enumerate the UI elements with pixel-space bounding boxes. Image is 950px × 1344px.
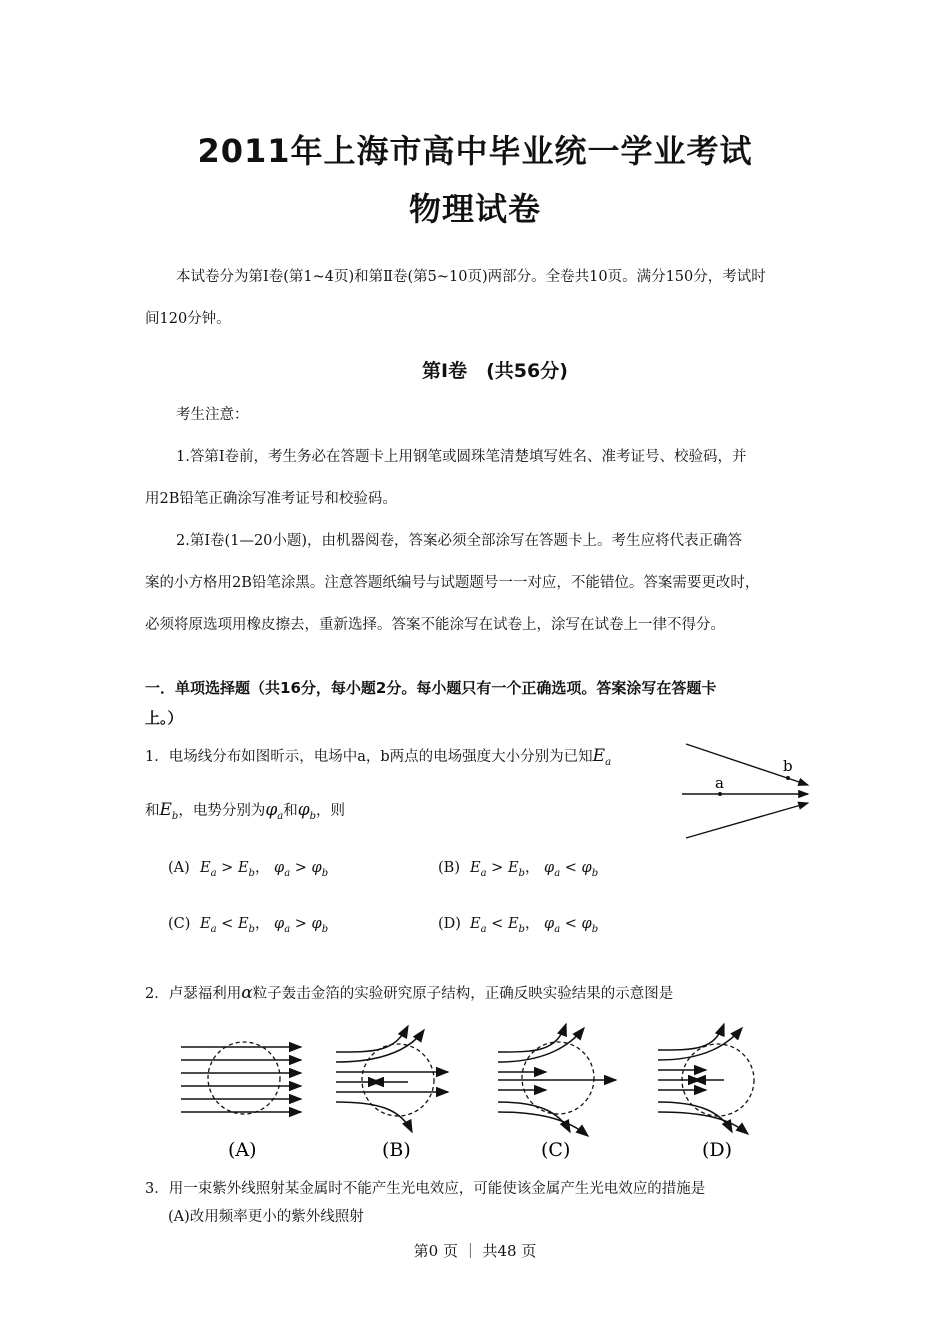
point-b-dot	[786, 776, 790, 780]
section-title: 第Ⅰ卷 (共56分)	[422, 360, 568, 382]
intro-line-2: 间120分钟。	[145, 311, 231, 327]
q1-option-a: (A) $E_a > E_b$， $\varphi_a > \varphi_b$	[168, 860, 329, 879]
scattering-figures	[176, 1018, 776, 1162]
scattering-figure-a	[181, 1042, 301, 1161]
point-a-label: a	[715, 774, 724, 792]
scattering-label-d: (D)	[702, 1139, 733, 1161]
part1-heading-line1: 一．单项选择题（共16分，每小题2分。每小题只有一个正确选项。答案涂写在答题卡	[145, 679, 717, 697]
q3-option-a: (A)改用频率更小的紫外线照射	[168, 1209, 364, 1225]
exam-subtitle: 物理试卷	[408, 190, 541, 228]
notice-item2-line2: 案的小方格用2B铅笔涂黑。注意答题纸编号与试题题号一一对应，不能错位。答案需要更改时，	[145, 575, 760, 591]
notice-item2-line3: 必须将原选项用橡皮擦去，重新选择。答案不能涂写在试卷上，涂写在试卷上一律不得分。	[145, 617, 725, 633]
q1-option-d: (D) $E_a < E_b$， $\varphi_a < \varphi_b$	[438, 916, 599, 935]
scattering-figure-c	[498, 1024, 616, 1161]
q1-stem-line2: 和$E_b$，电势分别为$\varphi_a$和$\varphi_b$，则	[145, 800, 346, 822]
scattering-figure-b	[336, 1026, 448, 1161]
q1-option-c: (C) $E_a < E_b$， $\varphi_a > \varphi_b$	[168, 916, 329, 935]
page-footer: 第0 页 ｜ 共48 页	[413, 1242, 537, 1260]
notice-item1-line1: 1.答第Ⅰ卷前，考生务必在答题卡上用钢笔或圆珠笔清楚填写姓名、准考证号、校验码，并	[176, 449, 747, 465]
q1-option-b: (B) $E_a > E_b$， $\varphi_a < \varphi_b$	[438, 860, 599, 879]
scattering-label-b: (B)	[382, 1139, 411, 1161]
exam-title: 2011年上海市高中毕业统一学业考试	[197, 132, 753, 170]
scattering-label-c: (C)	[541, 1139, 571, 1161]
electric-field-figure	[676, 740, 816, 842]
intro-line-1: 本试卷分为第Ⅰ卷(第1~4页)和第Ⅱ卷(第5~10页)两部分。全卷共10页。满分150分，考试时	[176, 269, 766, 285]
scattering-label-a: (A)	[228, 1139, 257, 1161]
notice-item1-line2: 用2B铅笔正确涂写准考证号和校验码。	[145, 491, 397, 507]
q2-stem: 2．卢瑟福利用α粒子轰击金箔的实验研究原子结构，正确反映实验结果的示意图是	[145, 983, 674, 1003]
point-b-label: b	[783, 757, 793, 775]
q3-stem: 3．用一束紫外线照射某金属时不能产生光电效应，可能使该金属产生光电效应的措施是	[145, 1181, 706, 1197]
point-a-dot	[718, 792, 722, 796]
notice-heading: 考生注意：	[176, 407, 249, 423]
field-line-bottom	[686, 803, 808, 838]
scattering-figure-d	[658, 1024, 754, 1161]
notice-item2-line1: 2.第Ⅰ卷(1—20小题)，由机器阅卷，答案必须全部涂写在答题卡上。考生应将代表正确答	[176, 533, 743, 549]
q1-stem-line1: 1．电场线分布如图昕示，电场中a，b两点的电场强度大小分别为已知$E_a$	[145, 746, 612, 768]
part1-heading-line2: 上。）	[145, 709, 183, 727]
